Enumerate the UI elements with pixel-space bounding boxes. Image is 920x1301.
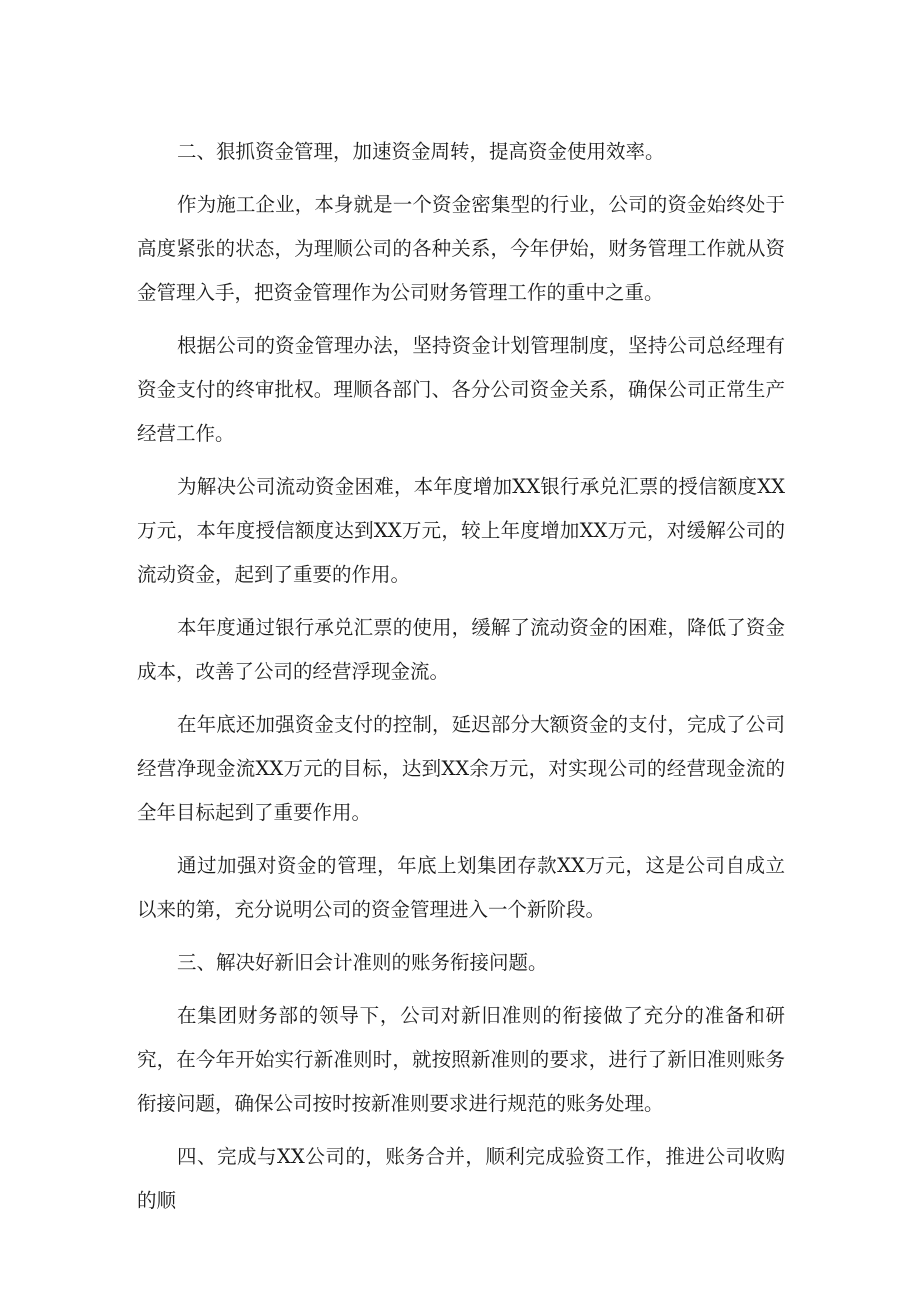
- paragraph: 为解决公司流动资金困难，本年度增加XX银行承兑汇票的授信额度XX万元，本年度授信额度达到XX万元，较上年度增加XX万元，对缓解公司的流动资金，起到了重要的作用。: [137, 475, 785, 586]
- paragraph: 在集团财务部的领导下，公司对新旧准则的衔接做了充分的准备和研究，在今年开始实行新准则时，就按照新准则的要求，进行了新旧准则账务衔接问题，确保公司按时按新准则要求进行规范的账务处理。: [137, 1004, 785, 1115]
- paragraph: 通过加强对资金的管理，年底上划集团存款XX万元，这是公司自成立以来的第，充分说明公司的资金管理进入一个新阶段。: [137, 854, 785, 921]
- section-heading-three: 三、解决好新旧会计准则的账务衔接问题。: [177, 951, 548, 974]
- paragraph: 根据公司的资金管理办法，坚持资金计划管理制度，坚持公司总经理有资金支付的终审批权。理顺各部门、各分公司资金关系，确保公司正常生产经营工作。: [137, 334, 785, 445]
- paragraph: 作为施工企业，本身就是一个资金密集型的行业，公司的资金始终处于高度紧张的状态，为理顺公司的各种关系，今年伊始，财务管理工作就从资金管理入手，把资金管理作为公司财务管理工作的重中之重。: [137, 193, 785, 304]
- paragraph: 在年底还加强资金支付的控制，延迟部分大额资金的支付，完成了公司经营净现金流XX万元的目标，达到XX余万元，对实现公司的经营现金流的全年目标起到了重要作用。: [137, 713, 785, 824]
- document-body: [137, 130, 785, 1232]
- paragraph: 本年度通过银行承兑汇票的使用，缓解了流动资金的困难，降低了资金成本，改善了公司的经营浮现金流。: [137, 616, 785, 683]
- section-heading-two: 二、狠抓资金管理，加速资金周转，提高资金使用效率。: [177, 140, 665, 163]
- section-heading-four: 四、完成与XX公司的，账务合并，顺利完成验资工作，推进公司收购的顺: [137, 1145, 785, 1212]
